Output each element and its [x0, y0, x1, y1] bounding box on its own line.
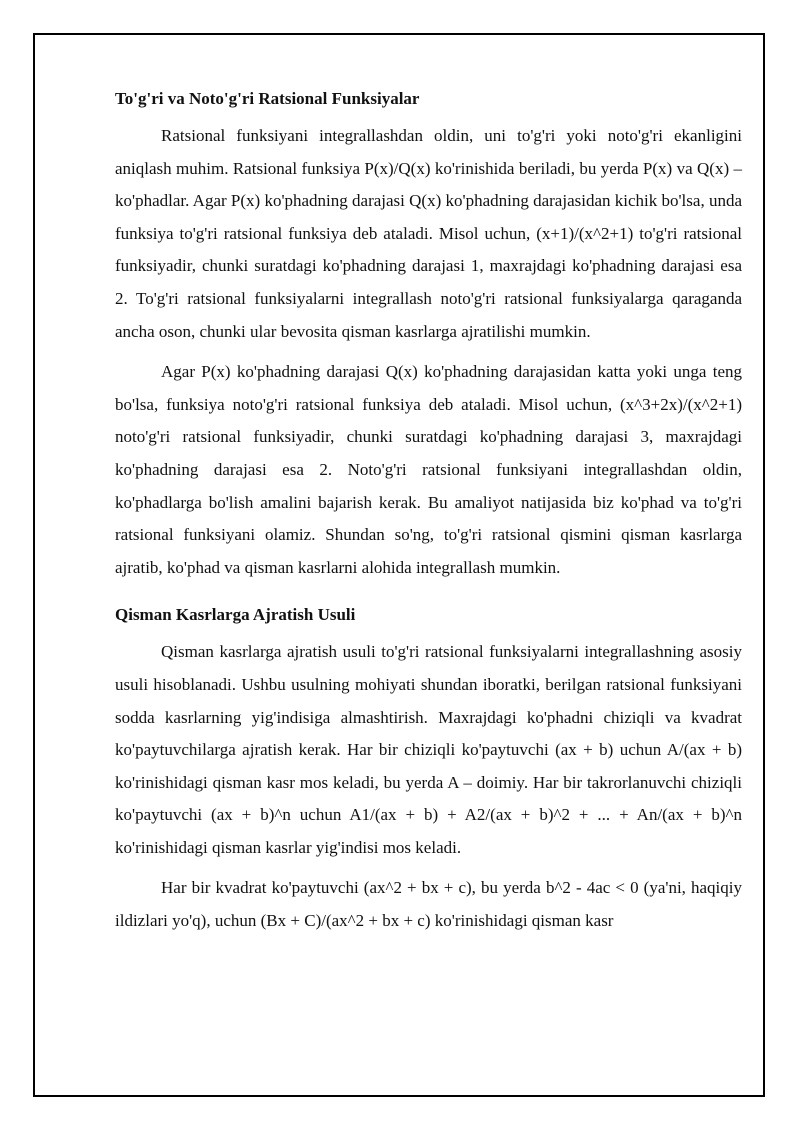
- paragraph: Agar P(x) ko'phadning darajasi Q(x) ko'phadning darajasidan katta yoki unga teng bo'lsa, funksiya noto'g'ri ratsional funksiya deb ataladi. Misol uchun, (x^3+2x)/(x^2+1) noto'g'ri ratsional funksiyadir, chunki suratdagi ko'phadning darajasi 3, maxrajdagi ko'phadning darajasi esa 2. Noto'g'ri ratsional funksiyani integrallashdan oldin, ko'phadlarga bo'lish amalini bajarish kerak. Bu amaliyot natijasida biz ko'phad va to'g'ri ratsional funksiyani olamiz. Shundan so'ng, to'g'ri ratsional qismini qisman kasrlarga ajratib, ko'phad va qisman kasrlarni alohida integrallash mumkin.: [115, 362, 742, 577]
- section-proper-improper: [115, 84, 742, 584]
- paragraph: Qisman kasrlarga ajratish usuli to'g'ri ratsional funksiyalarni integrallashning asosiy usuli hisoblanadi. Ushbu usulning mohiyati shundan iboratki, berilgan ratsional funksiyani sodda kasrlarning yig'indisiga almashtirish. Maxrajdagi ko'phadni chiziqli va kvadrat ko'paytuvchilarga ajratish kerak. Har bir chiziqli ko'paytuvchi (ax + b) uchun A/(ax + b) ko'rinishidagi qisman kasr mos keladi, bu yerda A – doimiy. Har bir takrorlanuvchi chiziqli ko'paytuvchi (ax + b)^n uchun A1/(ax + b) + A2/(ax + b)^2 + ... + An/(ax + b)^n ko'rinishidagi qisman kasrlar yig'indisi mos keladi.: [115, 642, 742, 857]
- document-body: [115, 84, 742, 946]
- section-heading: Qisman Kasrlarga Ajratish Usuli: [115, 605, 356, 625]
- paragraph: Ratsional funksiyani integrallashdan oldin, uni to'g'ri yoki noto'g'ri ekanligini aniqlash muhim. Ratsional funksiya P(x)/Q(x) ko'rinishida beriladi, bu yerda P(x) va Q(x) – ko'phadlar. Agar P(x) ko'phadning darajasi Q(x) ko'phadning darajasidan kichik bo'lsa, unda funksiya to'g'ri ratsional funksiya deb ataladi. Misol uchun, (x+1)/(x^2+1) to'g'ri ratsional funksiyadir, chunki suratdagi ko'phadning darajasi 1, maxrajdagi ko'phadning darajasi esa 2. To'g'ri ratsional funksiyalarni integrallash noto'g'ri ratsional funksiyalarga qaraganda ancha oson, chunki ular bevosita qisman kasrlarga ajratilishi mumkin.: [115, 126, 742, 341]
- paragraph: Har bir kvadrat ko'paytuvchi (ax^2 + bx + c), bu yerda b^2 - 4ac < 0 (ya'ni, haqiqiy ildizlari yo'q), uchun (Bx + C)/(ax^2 + bx + c) ko'rinishidagi qisman kasr: [115, 878, 742, 931]
- section-partial-fractions: [115, 600, 742, 937]
- section-heading: To'g'ri va Noto'g'ri Ratsional Funksiyalar: [115, 89, 420, 108]
